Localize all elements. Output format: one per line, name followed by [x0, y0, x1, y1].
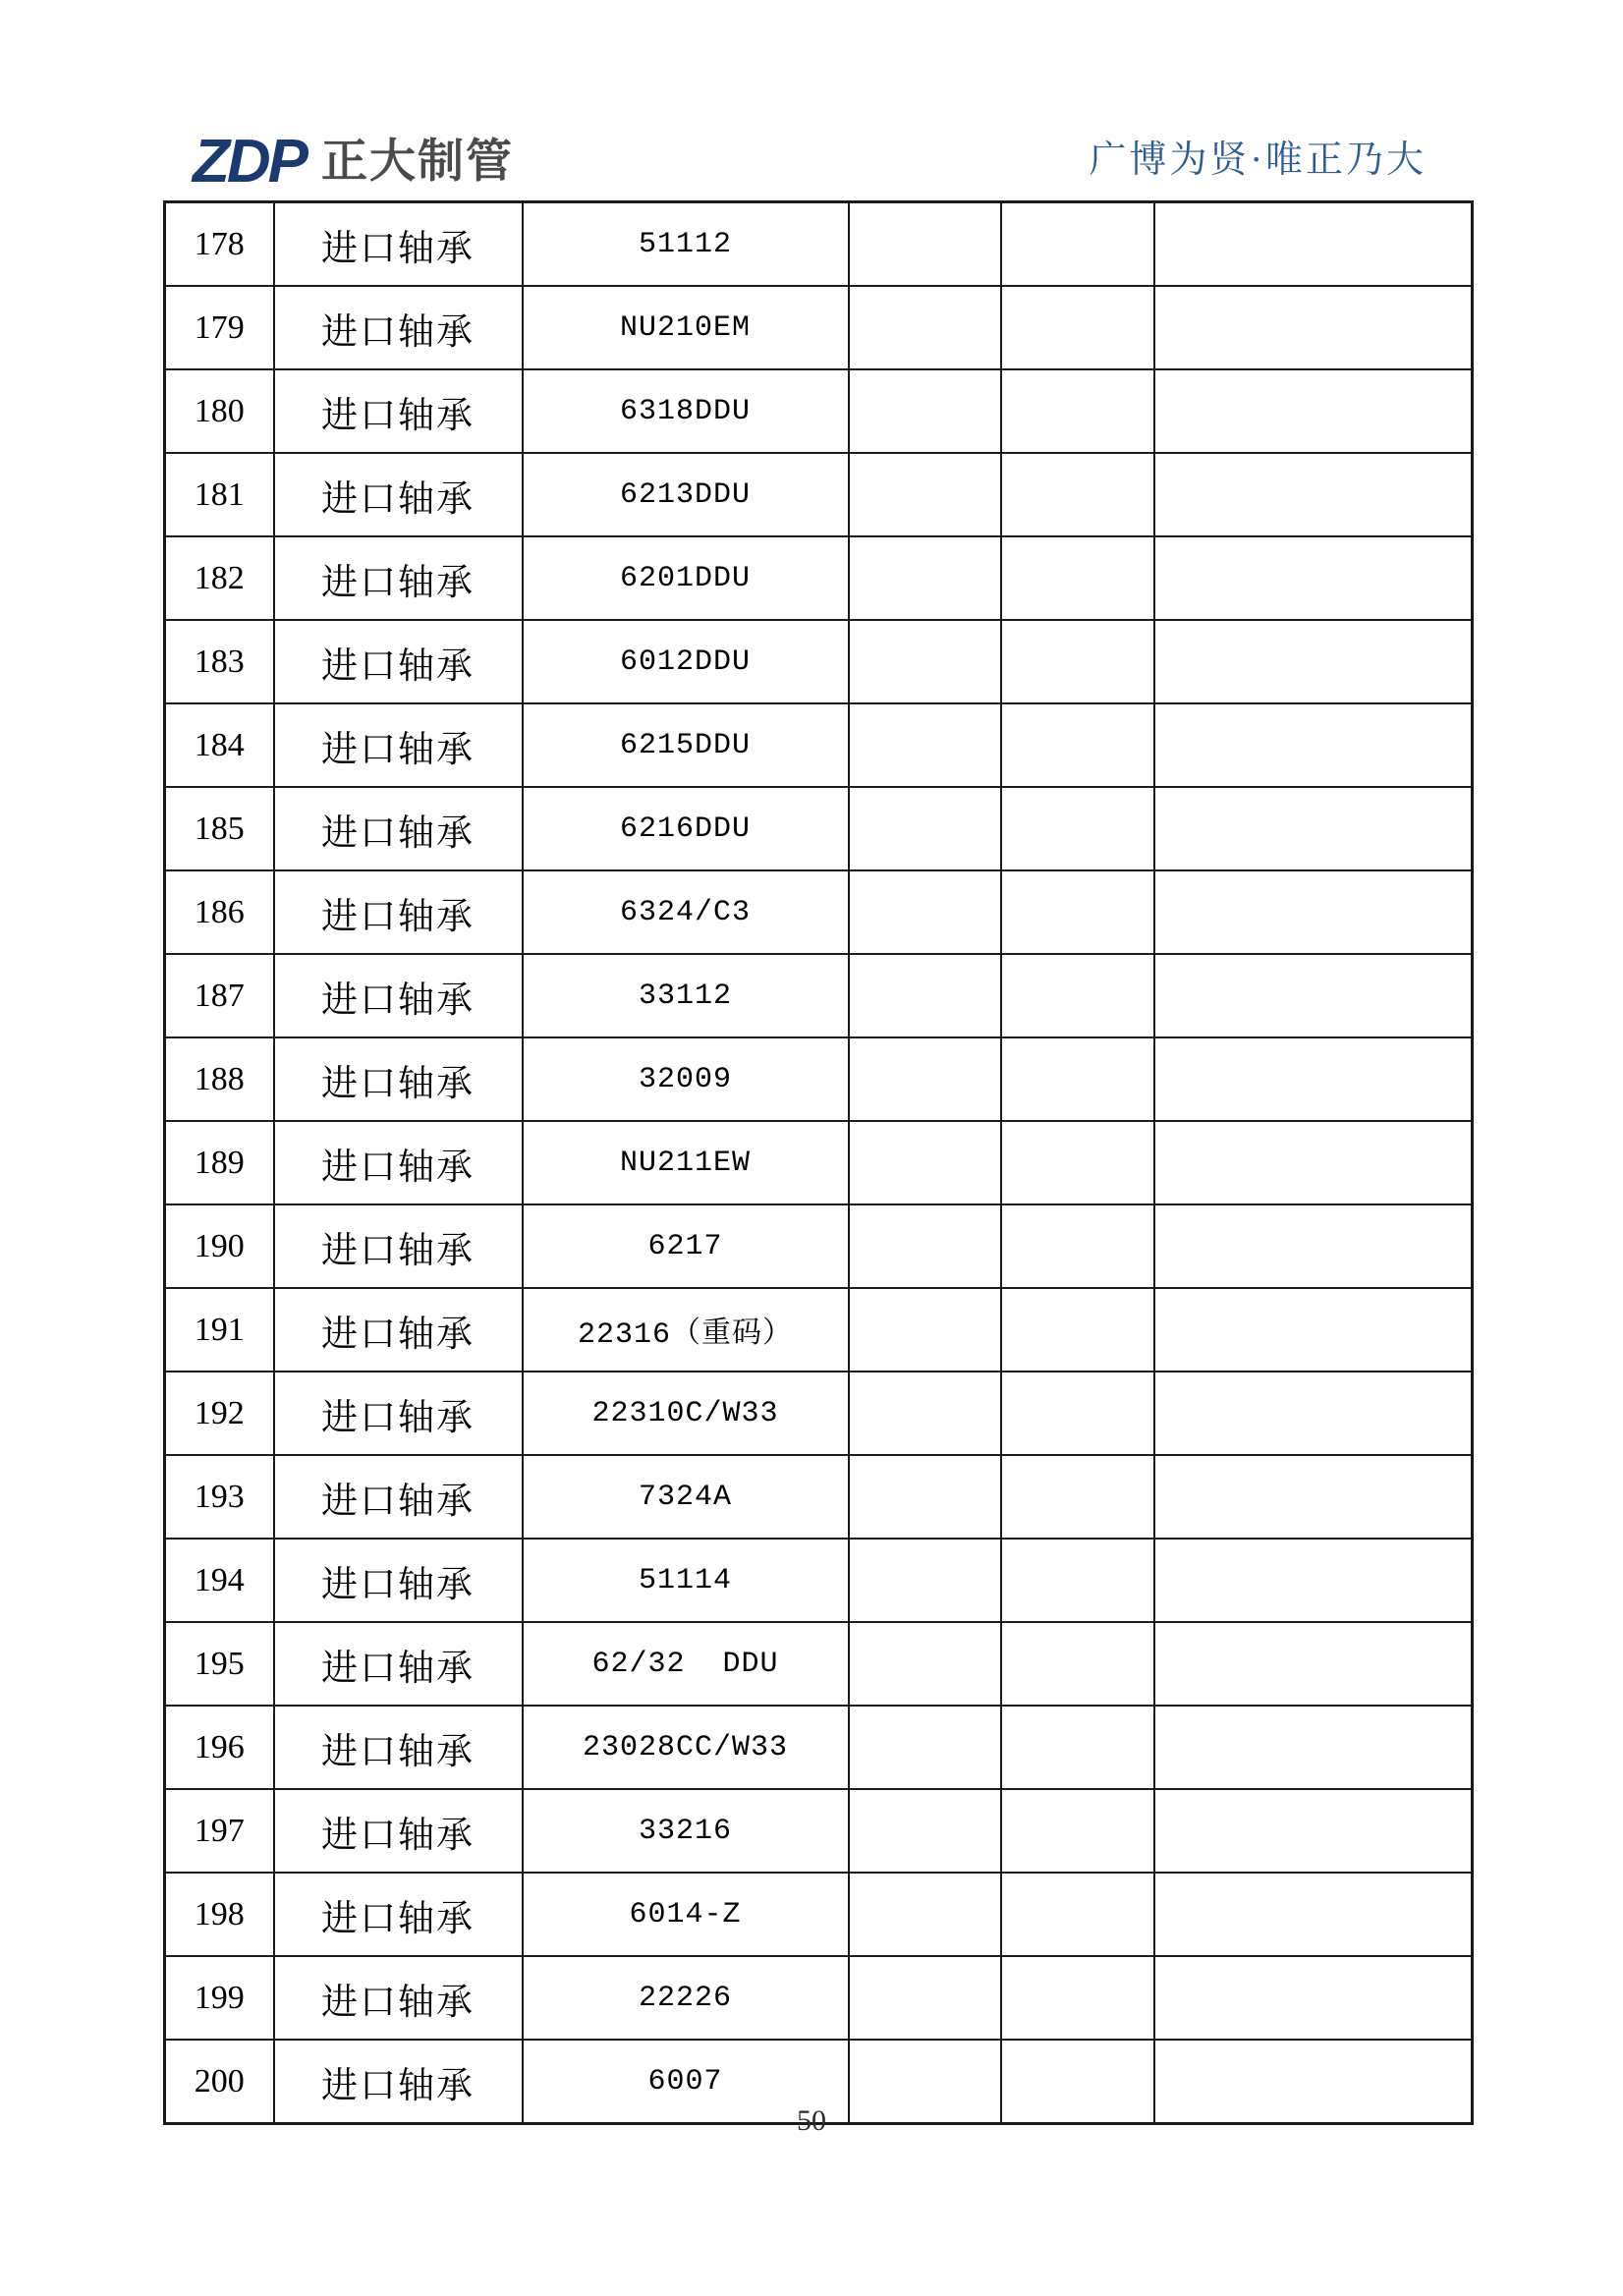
- row-empty-3: [1154, 1121, 1473, 1204]
- table-row: [165, 286, 1473, 369]
- row-empty-3: [1154, 620, 1473, 703]
- row-empty-1: [849, 1037, 1001, 1121]
- row-model: 51114: [523, 1539, 849, 1622]
- row-model: 6201DDU: [523, 536, 849, 620]
- row-category: 进口轴承: [274, 1372, 523, 1455]
- table-row: [165, 870, 1473, 954]
- row-number: 192: [165, 1372, 274, 1455]
- row-empty-2: [1001, 1956, 1154, 2040]
- row-empty-1: [849, 1372, 1001, 1455]
- table-row: [165, 954, 1473, 1037]
- bearing-parts-table: [163, 200, 1474, 2125]
- row-number: 190: [165, 1204, 274, 1288]
- row-model: 33216: [523, 1789, 849, 1873]
- table-row: [165, 703, 1473, 787]
- row-empty-2: [1001, 1706, 1154, 1789]
- row-number: 186: [165, 870, 274, 954]
- table-row: [165, 1455, 1473, 1539]
- row-category: 进口轴承: [274, 620, 523, 703]
- row-empty-1: [849, 286, 1001, 369]
- row-model: 6324/C3: [523, 870, 849, 954]
- row-category: 进口轴承: [274, 954, 523, 1037]
- row-model: NU211EW: [523, 1121, 849, 1204]
- row-model: 6215DDU: [523, 703, 849, 787]
- row-number: 178: [165, 202, 274, 287]
- row-number: 181: [165, 453, 274, 536]
- row-model: NU210EM: [523, 286, 849, 369]
- table-row: [165, 202, 1473, 287]
- row-number: 196: [165, 1706, 274, 1789]
- row-model: 6217: [523, 1204, 849, 1288]
- row-category: 进口轴承: [274, 1622, 523, 1706]
- row-number: 183: [165, 620, 274, 703]
- row-number: 195: [165, 1622, 274, 1706]
- table-row: [165, 1121, 1473, 1204]
- row-empty-2: [1001, 1622, 1154, 1706]
- row-empty-3: [1154, 1622, 1473, 1706]
- row-category: 进口轴承: [274, 1956, 523, 2040]
- row-number: 189: [165, 1121, 274, 1204]
- row-empty-2: [1001, 1372, 1154, 1455]
- zdp-logo: ZDP: [193, 128, 306, 196]
- page-number: 50: [797, 2104, 826, 2137]
- row-empty-2: [1001, 954, 1154, 1037]
- row-category: 进口轴承: [274, 1121, 523, 1204]
- row-empty-2: [1001, 536, 1154, 620]
- row-empty-3: [1154, 1873, 1473, 1956]
- row-empty-3: [1154, 1372, 1473, 1455]
- table-row: [165, 536, 1473, 620]
- row-number: 199: [165, 1956, 274, 2040]
- table-row: [165, 1789, 1473, 1873]
- row-empty-1: [849, 870, 1001, 954]
- row-empty-2: [1001, 1789, 1154, 1873]
- row-empty-1: [849, 369, 1001, 453]
- row-empty-3: [1154, 1204, 1473, 1288]
- row-empty-3: [1154, 369, 1473, 453]
- row-empty-2: [1001, 202, 1154, 287]
- table-body: [165, 202, 1473, 2124]
- row-empty-2: [1001, 620, 1154, 703]
- row-category: 进口轴承: [274, 1037, 523, 1121]
- row-model: 23028CC/W33: [523, 1706, 849, 1789]
- row-category: 进口轴承: [274, 1873, 523, 1956]
- row-empty-1: [849, 1121, 1001, 1204]
- row-number: 179: [165, 286, 274, 369]
- table-row: [165, 787, 1473, 870]
- row-empty-2: [1001, 1288, 1154, 1372]
- row-category: 进口轴承: [274, 703, 523, 787]
- row-category: 进口轴承: [274, 286, 523, 369]
- row-category: 进口轴承: [274, 202, 523, 287]
- row-model: 32009: [523, 1037, 849, 1121]
- row-model: 6213DDU: [523, 453, 849, 536]
- row-empty-1: [849, 954, 1001, 1037]
- row-empty-2: [1001, 870, 1154, 954]
- row-model: 6216DDU: [523, 787, 849, 870]
- row-category: 进口轴承: [274, 453, 523, 536]
- row-empty-1: [849, 1455, 1001, 1539]
- row-number: 193: [165, 1455, 274, 1539]
- row-model: 33112: [523, 954, 849, 1037]
- row-model: 6012DDU: [523, 620, 849, 703]
- row-empty-3: [1154, 954, 1473, 1037]
- company-name: 正大制管: [321, 134, 514, 187]
- row-category: 进口轴承: [274, 536, 523, 620]
- row-category: 进口轴承: [274, 1539, 523, 1622]
- row-category: 进口轴承: [274, 369, 523, 453]
- row-empty-2: [1001, 703, 1154, 787]
- row-number: 198: [165, 1873, 274, 1956]
- table-row: [165, 1956, 1473, 2040]
- row-empty-1: [849, 202, 1001, 287]
- row-empty-3: [1154, 286, 1473, 369]
- row-empty-1: [849, 1288, 1001, 1372]
- row-empty-2: [1001, 1037, 1154, 1121]
- row-empty-3: [1154, 202, 1473, 287]
- row-category: 进口轴承: [274, 1706, 523, 1789]
- table-row: [165, 1204, 1473, 1288]
- row-empty-1: [849, 703, 1001, 787]
- row-empty-3: [1154, 870, 1473, 954]
- row-empty-1: [849, 787, 1001, 870]
- row-empty-2: [1001, 1539, 1154, 1622]
- table-row: [165, 1706, 1473, 1789]
- row-number: 200: [165, 2040, 274, 2124]
- row-category: 进口轴承: [274, 1204, 523, 1288]
- row-number: 191: [165, 1288, 274, 1372]
- row-number: 187: [165, 954, 274, 1037]
- row-empty-3: [1154, 1789, 1473, 1873]
- table-row: [165, 1288, 1473, 1372]
- row-empty-3: [1154, 1956, 1473, 2040]
- row-number: 194: [165, 1539, 274, 1622]
- row-model: 22226: [523, 1956, 849, 2040]
- row-empty-3: [1154, 1455, 1473, 1539]
- row-number: 188: [165, 1037, 274, 1121]
- company-logo: [193, 128, 514, 196]
- row-model: 7324A: [523, 1455, 849, 1539]
- row-empty-3: [1154, 536, 1473, 620]
- row-number: 185: [165, 787, 274, 870]
- row-category: 进口轴承: [274, 1455, 523, 1539]
- row-number: 184: [165, 703, 274, 787]
- row-empty-3: [1154, 1706, 1473, 1789]
- table-row: [165, 369, 1473, 453]
- row-empty-2: [1001, 369, 1154, 453]
- table-row: [165, 620, 1473, 703]
- row-model: 22310C/W33: [523, 1372, 849, 1455]
- table-row: [165, 1372, 1473, 1455]
- table-row: [165, 453, 1473, 536]
- row-empty-3: [1154, 703, 1473, 787]
- row-empty-3: [1154, 453, 1473, 536]
- row-empty-1: [849, 620, 1001, 703]
- row-model: 51112: [523, 202, 849, 287]
- row-empty-2: [1001, 1873, 1154, 1956]
- row-empty-1: [849, 1706, 1001, 1789]
- row-category: 进口轴承: [274, 1288, 523, 1372]
- row-empty-1: [849, 1622, 1001, 1706]
- row-empty-3: [1154, 1037, 1473, 1121]
- row-number: 182: [165, 536, 274, 620]
- row-category: 进口轴承: [274, 787, 523, 870]
- row-empty-1: [849, 1539, 1001, 1622]
- row-empty-1: [849, 1873, 1001, 1956]
- row-empty-2: [1001, 1204, 1154, 1288]
- row-empty-2: [1001, 787, 1154, 870]
- row-model: 6318DDU: [523, 369, 849, 453]
- row-model: 6007: [523, 2040, 849, 2124]
- row-model: 22316（重码）: [523, 1288, 849, 1372]
- table-row: [165, 1539, 1473, 1622]
- row-model: 6014-Z: [523, 1873, 849, 1956]
- table-row: [165, 1622, 1473, 1706]
- row-empty-1: [849, 1789, 1001, 1873]
- row-category: 进口轴承: [274, 2040, 523, 2124]
- company-slogan: 广博为贤·唯正乃大: [1089, 140, 1427, 181]
- table-row: [165, 1873, 1473, 1956]
- row-empty-2: [1001, 453, 1154, 536]
- row-empty-1: [849, 1956, 1001, 2040]
- row-empty-2: [1001, 286, 1154, 369]
- row-empty-3: [1154, 1288, 1473, 1372]
- row-number: 197: [165, 1789, 274, 1873]
- row-model: 62/32 DDU: [523, 1622, 849, 1706]
- row-empty-2: [1001, 1121, 1154, 1204]
- row-empty-1: [849, 453, 1001, 536]
- row-category: 进口轴承: [274, 1789, 523, 1873]
- row-empty-3: [1154, 787, 1473, 870]
- row-empty-3: [1154, 1539, 1473, 1622]
- row-empty-1: [849, 536, 1001, 620]
- row-empty-2: [1001, 1455, 1154, 1539]
- row-empty-1: [849, 1204, 1001, 1288]
- table-row: [165, 1037, 1473, 1121]
- row-category: 进口轴承: [274, 870, 523, 954]
- row-number: 180: [165, 369, 274, 453]
